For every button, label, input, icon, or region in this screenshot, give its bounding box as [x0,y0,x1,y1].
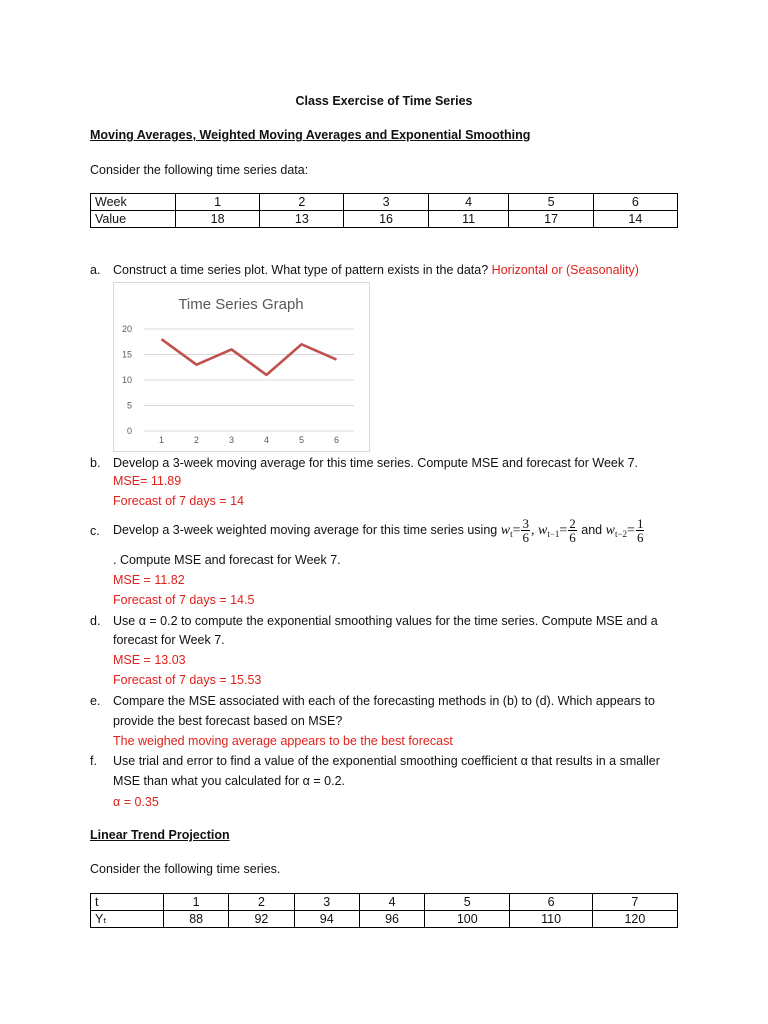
intro-text-2: Consider the following time series. [90,862,281,876]
table-cell: 11 [428,211,509,228]
item-a-question: Construct a time series plot. What type of pattern exists in the data? [113,263,489,277]
chart-series-line [162,339,337,375]
item-e-answer: The weighed moving average appears to be the best forecast [113,734,453,748]
table-cell: Week [91,194,176,211]
chart-ytick-label: 15 [121,349,132,360]
weight-symbol: w [605,523,615,538]
item-c-letter: c. [90,524,100,538]
weight-subscript: t−2 [614,529,628,539]
equals-sign: = [559,523,568,538]
section-heading-linear-trend: Linear Trend Projection [90,828,230,842]
table-cell: 120 [592,911,677,928]
table-cell: 7 [592,894,677,911]
fraction-numerator: 1 [636,516,644,532]
item-c-text [113,512,645,552]
item-e-letter: e. [90,694,101,708]
item-b-letter: b. [90,456,101,470]
time-series-chart [113,282,370,452]
item-e-text-2: provide the best forecast based on MSE? [113,714,343,728]
table-cell: 4 [359,894,424,911]
table-cell: 14 [593,211,677,228]
table-cell: 5 [425,894,510,911]
item-b-text: Develop a 3-week moving average for this time series. Compute MSE and forecast for Week 7. [113,456,639,470]
table-cell: 17 [509,211,593,228]
fraction-one-sixth [636,517,645,544]
item-f-answer: α = 0.35 [113,795,159,809]
table-row [91,894,678,911]
section-heading-moving-averages: Moving Averages, Weighted Moving Averages and Exponential Smoothing [90,128,531,142]
table-cell: 6 [593,194,677,211]
table-cell: t [91,894,164,911]
item-a-answer: Horizontal or (Seasonality) [491,263,639,277]
equals-sign: = [512,523,521,538]
fraction-denominator: 6 [636,530,644,546]
table-cell: 92 [229,911,294,928]
equals-sign: = [627,523,635,538]
weight-symbol: w [500,523,511,538]
table-cell: 13 [260,211,344,228]
week-value-table [90,193,678,228]
weight-subscript: t [510,529,513,539]
item-b-answer-forecast: Forecast of 7 days = 14 [113,494,244,508]
table-cell: 3 [344,194,428,211]
table-cell: 1 [164,894,229,911]
item-c-answer-forecast: Forecast of 7 days = 14.5 [113,593,255,607]
table-cell: 4 [428,194,509,211]
item-c-text-2: . Compute MSE and forecast for Week 7. [113,553,341,567]
item-a-text [113,263,639,277]
table-cell: 110 [510,911,593,928]
chart-xtick-label: 1 [158,435,165,445]
table-cell: Value [91,211,176,228]
table-cell: 3 [294,894,359,911]
table-row [91,911,678,928]
fraction-numerator: 2 [569,516,576,532]
table-cell: 96 [359,911,424,928]
and-word: and [581,523,603,537]
comma: , [530,523,535,538]
t-y-table [90,893,678,928]
item-d-answer-mse: MSE = 13.03 [113,653,186,667]
chart-title: Time Series Graph [178,296,304,313]
chart-xtick-label: 6 [333,435,340,445]
chart-ytick-label: 10 [121,375,132,385]
item-f-text-2: MSE than what you calculated for α = 0.2. [113,774,346,788]
item-f-letter: f. [90,754,97,768]
weight-symbol: w [537,523,548,538]
table-cell: 100 [425,911,510,928]
table-cell: Yₜ [91,911,164,928]
table-cell: 16 [344,211,428,228]
table-cell: 88 [164,911,229,928]
table-row [91,194,678,211]
item-d-answer-forecast: Forecast of 7 days = 15.53 [113,673,262,687]
chart-xtick-label: 5 [298,435,305,445]
page-title: Class Exercise of Time Series [295,94,473,108]
item-e-text-1: Compare the MSE associated with each of the forecasting methods in (b) to (d). Which appears to [113,694,655,708]
chart-ytick-label: 0 [126,426,132,436]
fraction-denominator: 6 [569,530,576,546]
table-cell: 2 [229,894,294,911]
table-cell: 5 [509,194,593,211]
intro-text-1: Consider the following time series data: [90,163,309,177]
chart-svg [114,283,369,451]
fraction-denominator: 6 [522,530,529,546]
item-c-question: Develop a 3-week weighted moving average for this time series using [113,523,498,537]
chart-xtick-label: 3 [228,435,235,445]
item-b-answer-mse: MSE= 11.89 [113,474,182,488]
chart-ytick-label: 20 [121,324,132,334]
table-cell: 1 [176,194,260,211]
item-d-letter: d. [90,614,101,628]
table-cell: 2 [260,194,344,211]
weight-subscript: t−1 [547,529,560,539]
chart-ytick-label: 5 [126,400,132,411]
fraction-two-sixths [568,517,577,544]
item-c-answer-mse: MSE = 11.82 [113,573,185,587]
table-cell: 18 [176,211,260,228]
item-d-text-2: forecast for Week 7. [113,633,225,647]
item-d-text-1: Use α = 0.2 to compute the exponential smoothing values for the time series. Compute MSE and a [113,614,658,628]
chart-xtick-label: 2 [193,435,200,445]
chart-xtick-label: 4 [263,435,270,445]
table-cell: 94 [294,911,359,928]
table-cell: 6 [510,894,593,911]
fraction-three-sixths [521,517,530,544]
item-a-letter: a. [90,263,101,277]
table-row [91,211,678,228]
item-f-text-1: Use trial and error to find a value of the exponential smoothing coefficient α that results in a smaller [113,754,660,768]
fraction-numerator: 3 [522,516,529,532]
